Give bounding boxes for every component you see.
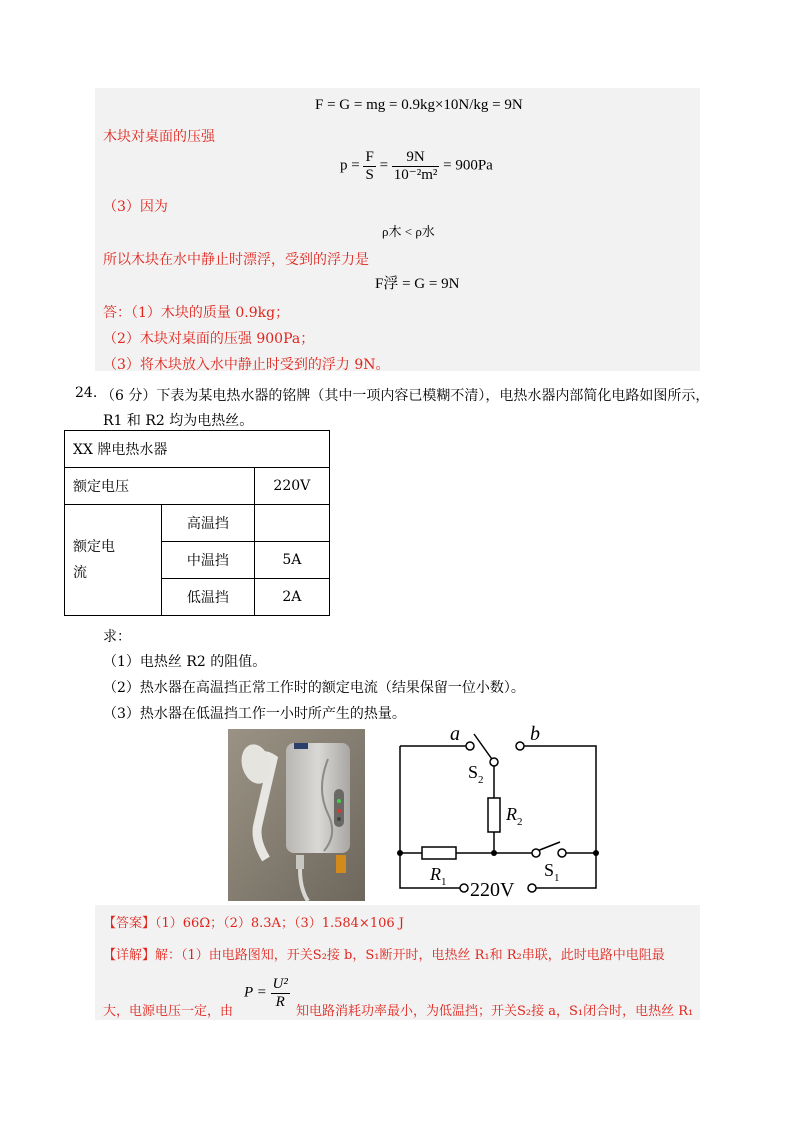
terminal-s1-contact: [558, 849, 566, 857]
equation-gravity: F = G = mg = 0.9kg×10N/kg = 9N: [315, 97, 523, 113]
question-line-2: R1 和 R2 均为电热丝。: [103, 413, 254, 429]
label-voltage: 220V: [470, 879, 515, 901]
water-heater-photo-image: [228, 729, 365, 901]
table-voltage-label: 额定电压: [65, 468, 255, 505]
fraction-9N-area: [392, 149, 440, 183]
label-r1: $R_1$: [430, 864, 447, 888]
label-s2: $S_2$: [468, 762, 484, 786]
answer-line-1: 答：（1）木块的质量 0.9kg；: [103, 305, 290, 321]
table-mid-value: 5A: [254, 542, 329, 579]
resistor-r1: [422, 847, 456, 859]
node-left: [397, 850, 403, 856]
wire-right-top: [524, 746, 596, 888]
table-low-value: 2A: [254, 579, 329, 616]
current-label-line2: 流: [73, 565, 87, 581]
node-right: [593, 850, 599, 856]
resistor-r2: [488, 798, 500, 832]
terminal-s1-pivot: [532, 849, 540, 857]
current-label-line1: 额定电: [73, 539, 115, 555]
frac-F: F: [365, 149, 374, 165]
answer-line: [103, 912, 404, 931]
sub-question-2: （2）热水器在高温挡正常工作时的额定电流（结果保留一位小数）。: [103, 680, 525, 696]
table-brand: XX 牌电热水器: [65, 431, 330, 468]
node-center: [491, 850, 497, 856]
frac-area: 10⁻²m²: [393, 166, 438, 183]
frac-9N: 9N: [392, 149, 440, 167]
table-voltage-value: 220V: [254, 468, 329, 505]
table-high-label: 高温挡: [162, 505, 255, 542]
terminal-power-right: [528, 884, 536, 892]
sub-question-1: （1）电热丝 R2 的阻值。: [103, 654, 267, 670]
ask-label: 求：: [103, 629, 131, 645]
formula-den: R: [275, 993, 285, 1010]
answer-tag: 【答案】: [103, 916, 156, 931]
nameplate-table: [64, 430, 330, 616]
label-s1: $S_1$: [544, 860, 560, 884]
detail-line-2: [103, 1000, 233, 1019]
question-line-1: （6 分）下表为某电热水器的铭牌（其中一项内容已模糊不清），电热水器内部简化电路如图所示，: [101, 388, 710, 404]
float-text: 所以木块在水中静止时漂浮，受到的浮力是: [103, 252, 369, 268]
detail-text-2a: 大，电源电压一定，由: [103, 1004, 234, 1019]
frac-S: S: [365, 166, 374, 183]
terminal-a: [466, 742, 474, 750]
detail-tag: 【详解】: [103, 948, 156, 963]
table-mid-label: 中温挡: [162, 542, 255, 579]
terminal-power-left: [460, 884, 468, 892]
detail-line-2b: 知电路消耗功率最小，为低温挡；开关S₂接 a，S₁闭合时，电热丝 R₁: [296, 1004, 694, 1019]
part3-label: （3）因为: [103, 199, 168, 215]
pressure-intro: 木块对桌面的压强: [103, 129, 215, 145]
answer-line-2: （2）木块对桌面的压强 900Pa；: [103, 331, 315, 347]
water-heater-photo: [228, 729, 365, 901]
terminal-s2-pivot: [490, 758, 498, 766]
formula-power: [244, 976, 290, 1010]
equation-buoyancy: F浮 = G = 9N: [375, 276, 460, 292]
switch-s2-blade: [474, 734, 494, 762]
pressure-lhs: p =: [340, 157, 360, 174]
answer-text: （1）66Ω；（2）8.3A；（3）1.584×106 J: [155, 916, 404, 931]
formula-num: U²: [272, 976, 288, 992]
fraction-F-S: [363, 149, 375, 183]
table-high-value: [254, 505, 329, 542]
question-number: 24.: [75, 385, 98, 401]
label-r2: $R_2$: [506, 804, 523, 828]
label-b: b: [530, 723, 540, 745]
label-a: a: [450, 723, 460, 745]
pressure-result: = 900Pa: [443, 157, 493, 174]
detail-text-1: 解：（1）由电路图知，开关S₂接 b，S₁断开时，电热丝 R₁和 R₂串联，此时电路中电阻最: [155, 948, 665, 963]
detail-line-1: [103, 944, 665, 963]
density-compare: ρ木 < ρ水: [382, 224, 435, 239]
formula-p: P =: [244, 984, 267, 1001]
answer-line-3: （3）将木块放入水中静止时受到的浮力 9N。: [103, 357, 390, 373]
formula-fraction: [271, 976, 290, 1010]
table-low-label: 低温挡: [162, 579, 255, 616]
sub-question-3: （3）热水器在低温挡工作一小时所产生的热量。: [103, 706, 406, 722]
table-current-label: [65, 505, 162, 616]
terminal-b: [516, 742, 524, 750]
circuit-diagram: [390, 722, 610, 902]
equation-pressure: p = $\frac{F}{S}$ = $\frac{9N}{\text{10⁻²m²}}$ = 900Pa: [340, 149, 493, 183]
